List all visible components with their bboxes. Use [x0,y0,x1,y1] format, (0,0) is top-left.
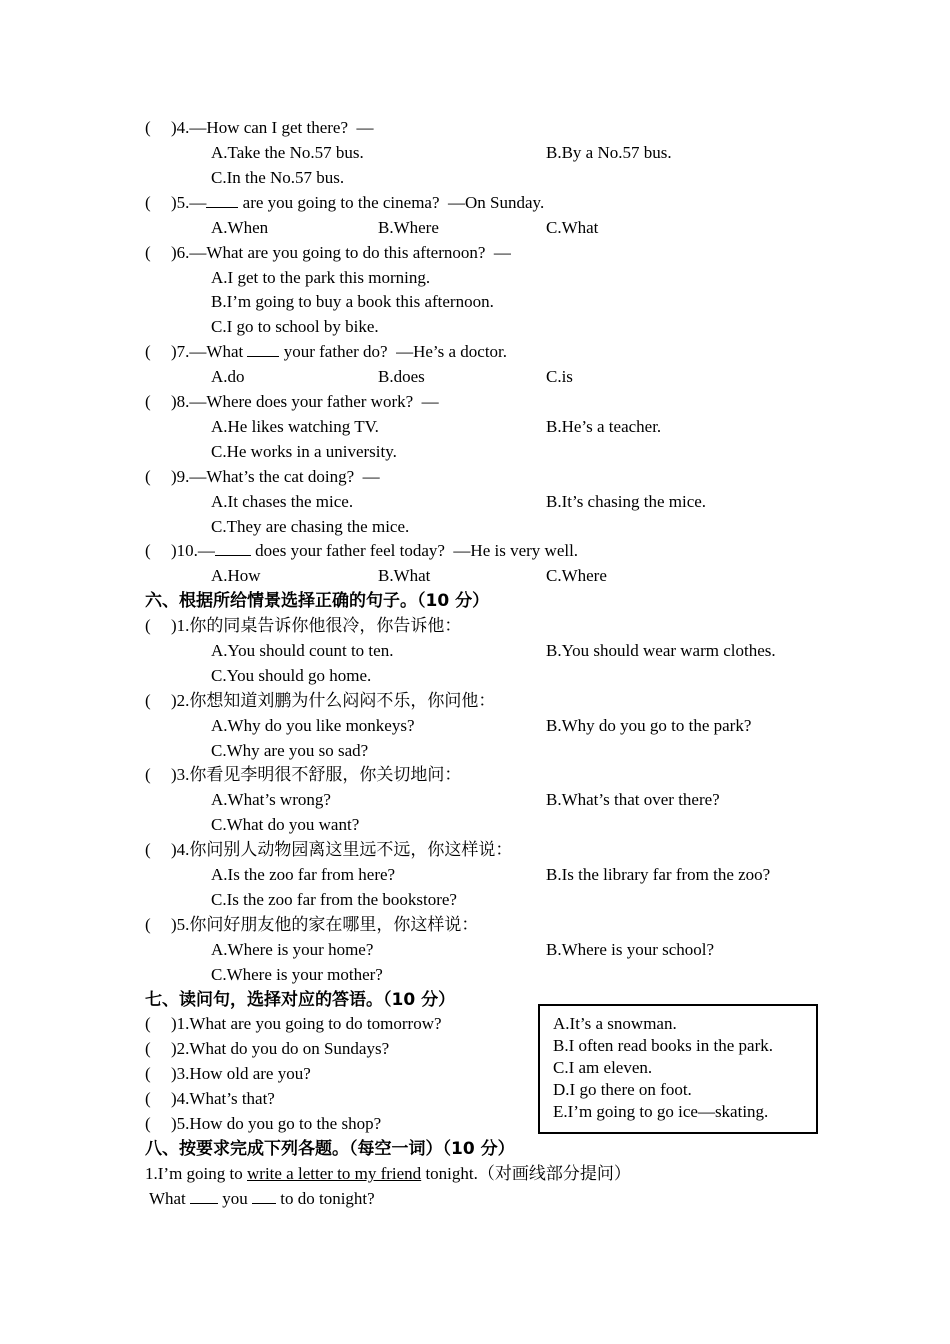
question-9: ( )9.—What’s the cat doing? — [145,467,380,486]
q4-option-b: B.By a No.57 bus. [546,143,672,162]
s6q5-option-c: C.Where is your mother? [211,965,383,984]
s6q2-option-c: C.Why are you so sad? [211,741,369,760]
q6-option-a: A.I get to the park this morning. [211,268,431,287]
s6q4-option-b: B.Is the library far from the zoo? [546,865,771,884]
s6q3-option-a: A.What’s wrong? [211,790,331,809]
q5-option-b: B.Where [378,218,439,237]
s6q5-option-b: B.Where is your school? [546,940,715,959]
answer-option-c: C.I am eleven. [553,1058,653,1077]
q9-option-c: C.They are chasing the mice. [211,517,410,536]
q4-option-a: A.Take the No.57 bus. [211,143,364,162]
q10-option-c: C.Where [546,566,607,585]
s6q4-option-a: A.Is the zoo far from here? [211,865,396,884]
section-7-heading: 七、读问句，选择对应的答语。（10 分） [145,990,456,1010]
underlined-phrase: write a letter to my friend [247,1164,422,1183]
s6q2-option-a: A.Why do you like monkeys? [211,716,415,735]
s8-question-1: 1.I’m going to write a letter to my friend tonight.（对画线部分提问） [145,1164,631,1183]
s6q1-option-b: B.You should wear warm clothes. [546,641,776,660]
s6q4-option-c: C.Is the zoo far from the bookstore? [211,890,457,909]
answer-blank [252,1189,276,1204]
s7-question-1: ( )1.What are you going to do tomorrow? [145,1014,442,1033]
s6-question-4: ( )4.你问别人动物园离这里远不远，你这样说： [145,840,513,859]
s6q3-option-b: B.What’s that over there? [546,790,720,809]
s6-question-3: ( )3.你看见李明很不舒服，你关切地问： [145,765,462,784]
s7-question-3: ( )3.How old are you? [145,1064,311,1083]
question-10: ( )10.— does your father feel today? —He is very well. [145,541,579,560]
q6-option-b: B.I’m going to buy a book this afternoon. [211,292,494,311]
s6q1-option-a: A.You should count to ten. [211,641,394,660]
q5-option-c: C.What [546,218,599,237]
s6-question-2: ( )2.你想知道刘鹏为什么闷闷不乐，你问他： [145,691,496,710]
q8-option-c: C.He works in a university. [211,442,397,461]
q4-option-c: C.In the No.57 bus. [211,168,345,187]
answer-blank [247,342,279,357]
s7-question-2: ( )2.What do you do on Sundays? [145,1039,390,1058]
answer-blank [206,193,238,208]
answer-blank [215,541,251,556]
q7-option-a: A.do [211,367,245,386]
q6-option-c: C.I go to school by bike. [211,317,379,336]
q7-option-b: B.does [378,367,425,386]
answer-option-b: B.I often read books in the park. [553,1036,773,1055]
s6-question-1: ( )1.你的同桌告诉你他很冷，你告诉他： [145,616,462,635]
s6q2-option-b: B.Why do you go to the park? [546,716,752,735]
s6q3-option-c: C.What do you want? [211,815,360,834]
question-6: ( )6.—What are you going to do this afternoon? — [145,243,511,262]
question-7: ( )7.—What your father do? —He’s a doctor. [145,342,508,361]
q10-option-a: A.How [211,566,261,585]
s6-question-5: ( )5.你问好朋友他的家在哪里，你这样说： [145,915,479,934]
s7-question-5: ( )5.How do you go to the shop? [145,1114,382,1133]
s6q1-option-c: C.You should go home. [211,666,372,685]
answer-option-e: E.I’m going to go ice—skating. [553,1102,769,1121]
q7-option-c: C.is [546,367,573,386]
q5-option-a: A.When [211,218,269,237]
q10-option-b: B.What [378,566,431,585]
q9-option-a: A.It chases the mice. [211,492,354,511]
q8-option-a: A.He likes watching TV. [211,417,379,436]
q9-option-b: B.It’s chasing the mice. [546,492,707,511]
question-4: ( )4.—How can I get there? — [145,118,374,137]
answer-options-box [538,1004,818,1134]
question-8: ( )8.—Where does your father work? — [145,392,439,411]
answer-blank [190,1189,218,1204]
answer-option-a: A.It’s a snowman. [553,1014,677,1033]
answer-option-d: D.I go there on foot. [553,1080,692,1099]
s7-question-4: ( )4.What’s that? [145,1089,275,1108]
s8-answer-line-1: What you to do tonight? [145,1189,375,1208]
section-6-heading: 六、根据所给情景选择正确的句子。（10 分） [145,591,490,611]
s6q5-option-a: A.Where is your home? [211,940,374,959]
section-8-heading: 八、按要求完成下列各题。（每空一词）（10 分） [145,1139,515,1159]
question-5: ( )5.— are you going to the cinema? —On Sunday. [145,193,545,212]
q8-option-b: B.He’s a teacher. [546,417,662,436]
